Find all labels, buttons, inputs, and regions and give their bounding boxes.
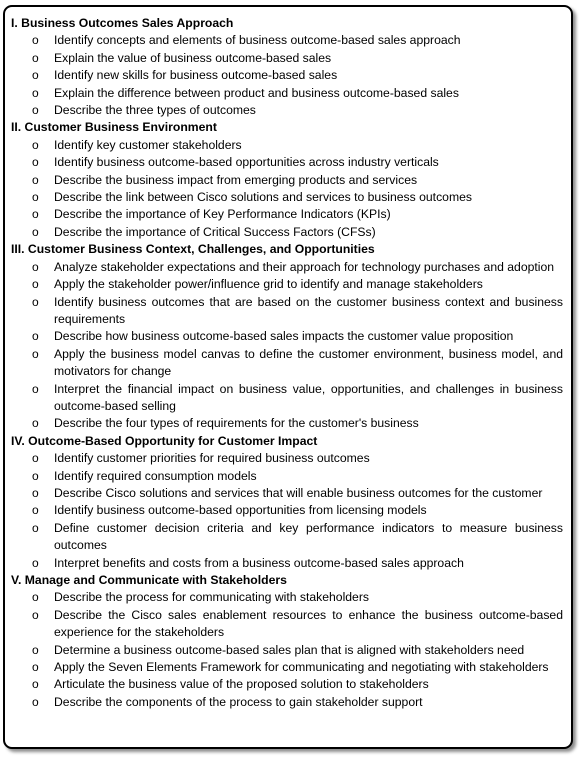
bullet-icon: o: [32, 103, 39, 118]
list-item: [11, 485, 563, 502]
list-item: [11, 172, 563, 189]
bullet-icon: o: [32, 520, 39, 535]
list-item-text: Identify customer priorities for required business outcomes: [54, 451, 370, 466]
bullet-icon: o: [32, 85, 39, 100]
bullet-list: [11, 137, 563, 241]
list-item-text: Apply the Seven Elements Framework for communicating and negotiating with stakeholders: [54, 660, 549, 675]
list-item: [11, 415, 563, 432]
list-item: [11, 607, 563, 642]
list-item: [11, 102, 563, 119]
list-item-text: Describe the components of the process to gain stakeholder support: [54, 694, 423, 709]
list-item-text: Identify new skills for business outcome-based sales: [54, 68, 338, 83]
bullet-list: [11, 32, 563, 119]
list-item: [11, 468, 563, 485]
list-item-text: Describe the four types of requirements for the customer's business: [54, 416, 419, 431]
bullet-list: [11, 259, 563, 433]
bullet-icon: o: [32, 190, 39, 205]
bullet-icon: o: [32, 381, 39, 396]
bullet-icon: o: [32, 68, 39, 83]
list-item-text: Interpret benefits and costs from a business outcome-based sales approach: [54, 555, 464, 570]
bullet-icon: o: [32, 277, 39, 292]
section-4: [11, 433, 563, 572]
bullet-icon: o: [32, 677, 39, 692]
section-heading: III. Customer Business Context, Challenges, and Opportunities: [11, 242, 375, 257]
list-item: [11, 642, 563, 659]
bullet-icon: o: [32, 485, 39, 500]
bullet-icon: o: [32, 207, 39, 222]
bullet-icon: o: [32, 137, 39, 152]
list-item-text: Determine a business outcome-based sales plan that is aligned with stakeholders need: [54, 642, 525, 657]
bullet-icon: o: [32, 660, 39, 675]
list-item: [11, 328, 563, 345]
bullet-list: [11, 589, 563, 711]
list-item: [11, 694, 563, 711]
list-item-text: Identify required consumption models: [54, 468, 257, 483]
list-item: [11, 676, 563, 693]
bullet-icon: o: [32, 590, 39, 605]
list-item: [11, 450, 563, 467]
list-item: [11, 67, 563, 84]
list-item: [11, 659, 563, 676]
bullet-icon: o: [32, 642, 39, 657]
list-item: [11, 206, 563, 223]
bullet-icon: o: [32, 294, 39, 309]
bullet-icon: o: [32, 416, 39, 431]
bullet-icon: o: [32, 503, 39, 518]
list-item-text: Identify key customer stakeholders: [54, 137, 242, 152]
section-heading: I. Business Outcomes Sales Approach: [11, 16, 234, 30]
bullet-icon: o: [32, 224, 39, 239]
bullet-icon: o: [32, 329, 39, 344]
section-1: [11, 15, 563, 119]
list-item: [11, 154, 563, 171]
bullet-icon: o: [32, 607, 39, 622]
list-item-text: Explain the value of business outcome-based sales: [54, 50, 332, 65]
list-item-text: Analyze stakeholder expectations and their approach for technology purchases and adoption: [54, 259, 555, 274]
section-3: [11, 241, 563, 432]
list-item-text: Describe the process for communicating with stakeholders: [54, 590, 369, 605]
section-heading: IV. Outcome-Based Opportunity for Customer Impact: [11, 433, 318, 448]
list-item-text: Describe the importance of Key Performance Indicators (KPIs): [54, 207, 391, 222]
list-item-text: Articulate the business value of the proposed solution to stakeholders: [54, 677, 429, 692]
list-item: [11, 502, 563, 519]
bullet-icon: o: [32, 694, 39, 709]
list-item: [11, 520, 563, 555]
bullet-icon: o: [32, 33, 39, 48]
list-item: [11, 32, 563, 49]
list-item: [11, 50, 563, 67]
section-heading: V. Manage and Communicate with Stakeholders: [11, 573, 287, 587]
bullet-icon: o: [32, 555, 39, 570]
list-item-text: Define customer decision criteria and key performance indicators to measure business outcomes: [54, 520, 563, 553]
bullet-icon: o: [32, 451, 39, 466]
section-heading: II. Customer Business Environment: [11, 120, 217, 135]
list-item-text: Describe the three types of outcomes: [54, 103, 256, 118]
bullet-icon: o: [32, 155, 39, 170]
bullet-icon: o: [32, 346, 39, 361]
list-item: [11, 555, 563, 572]
list-item-text: Apply the stakeholder power/influence grid to identify and manage stakeholders: [54, 277, 483, 292]
list-item-text: Describe the business impact from emerging products and services: [54, 172, 418, 187]
list-item-text: Describe how business outcome-based sales impacts the customer value proposition: [54, 329, 514, 344]
list-item-text: Describe the importance of Critical Success Factors (CFSs): [54, 224, 376, 239]
list-item-text: Describe the link between Cisco solutions and services to business outcomes: [54, 190, 472, 205]
bullet-icon: o: [32, 259, 39, 274]
bullet-icon: o: [32, 50, 39, 65]
list-item: [11, 276, 563, 293]
list-item: [11, 259, 563, 276]
list-item: [11, 294, 563, 329]
list-item-text: Explain the difference between product and business outcome-based sales: [54, 85, 459, 100]
section-2: [11, 119, 563, 241]
list-item-text: Identify business outcomes that are based on the customer business context and business requirements: [54, 294, 563, 326]
list-item: [11, 589, 563, 606]
list-item-text: Identify business outcome-based opportunities across industry verticals: [54, 155, 439, 170]
document-frame: [3, 5, 573, 749]
list-item: [11, 381, 563, 416]
bullet-list: [11, 450, 563, 572]
list-item-text: Interpret the financial impact on business value, opportunities, and challenges in business outcome-based selling: [54, 381, 563, 413]
list-item-text: Describe Cisco solutions and services that will enable business outcomes for the customer: [54, 485, 543, 500]
bullet-icon: o: [32, 468, 39, 483]
list-item: [11, 224, 563, 241]
list-item-text: Describe the Cisco sales enablement resources to enhance the business outcome-based experience for the stakeholders: [54, 607, 563, 640]
list-item: [11, 189, 563, 206]
bullet-icon: o: [32, 172, 39, 187]
list-item-text: Identify concepts and elements of business outcome-based sales approach: [54, 33, 461, 48]
list-item-text: Identify business outcome-based opportunities from licensing models: [54, 503, 427, 518]
list-item: [11, 137, 563, 154]
list-item: [11, 346, 563, 381]
section-5: [11, 572, 563, 711]
list-item: [11, 85, 563, 102]
list-item-text: Apply the business model canvas to define the customer environment, business model, and motivators for change: [54, 346, 563, 379]
